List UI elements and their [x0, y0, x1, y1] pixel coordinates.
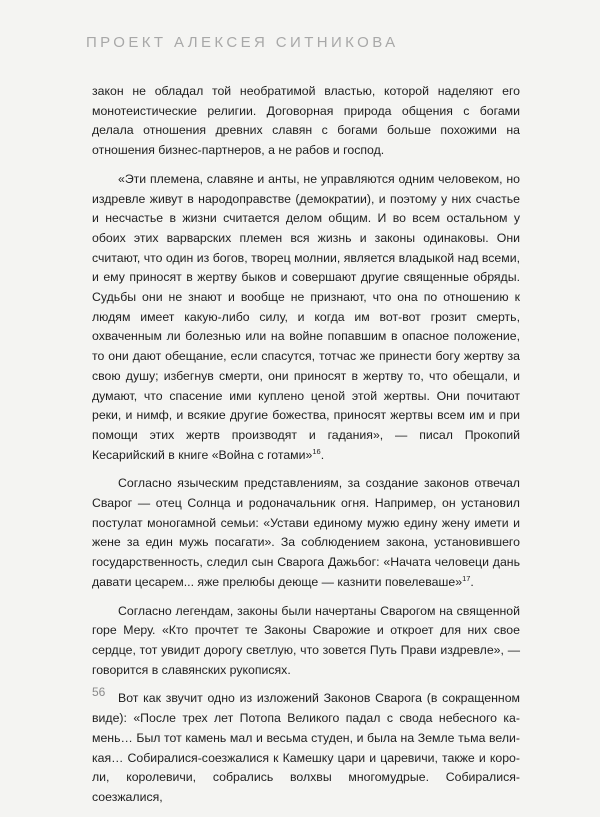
paragraph-2: «Эти племена, славяне и анты, не управляются одним человеком, но издревле живут в народоправстве (демократии), и поэтому у них счастье и несчастье в жизни считается делом общим. И во всем остальном у обоих этих варварских племен вся жизнь и законы одинаковы. Они считают, что один из богов, творец молнии, является владыкой над всеми, и ему приносят в жертву быков и совершают другие священные обряды. Судьбы они не знают и вообще не признают, что она по отношению к людям имеет какую-либо силу, и когда им вот-вот грозит смерть, охваченным ли болезнью или на войне попавшим в опасное положение, то они дают обещание, если спасутся, тотчас же принести богу жертву за свою душу; избегнув смерти, они приносят в жертву то, что обещали, и думают, что спасение ими куплено ценой этой жертвы. Они почитают реки, и нимф, и всякие другие божества, приносят жертвы всем им и при помощи этих жертв производят и гадания», — писал Прокопий Кесарийский в книге «Война с готами»$^{16}$. — [92, 171, 520, 462]
body-text — [92, 82, 520, 817]
footnote-ref-17[interactable]: 17 — [462, 573, 471, 583]
footnote-ref-16[interactable]: 16 — [312, 446, 321, 456]
paragraph-3: Согласно языческим представлениям, за создание законов отвечал Сварог — отец Солнца и родоначальник огня. Например, он установил постулат моногамной семьи: «Устави единому мужю едину жену имети и жене за един мужь посагати». За соблюдением закона, установившего государственность, следил сын Сварога Дажьбог: «Начата человеци дань давати цесарем... яже прелюбы деюще — казнити повелеваше»$^{17}$. — [92, 476, 520, 589]
page-number: 56 — [92, 685, 106, 699]
paragraph-4: Согласно легендам, законы были начертаны Сварогом на священной горе Меру. «Кто прочтет те Законы Сварожие и откроет для них свое сердце, тот увидит дорогу светлую, что зовется Путь Прави издревле», — говорится в славянских рукописях. — [92, 603, 520, 677]
running-header: ПРОЕКТ АЛЕКСЕЯ СИТНИКОВА — [86, 34, 399, 51]
paragraph-5: Вот как звучит одно из изложений Законов Сварога (в сокращенном виде): «После трех лет Потопа Великого падал с свода небесного камень… Был тот камень мал и весьма студен, и была на Земле тьма великая… Собиралися-соезжалися к Камешку цари и царевичи, также и короли, королевичи, собрались волхвы многомудрые. Собиралися-соезжалися, — [92, 691, 520, 804]
paragraph-1: закон не обладал той необратимой властью, которой наделяют его монотеистические религии. Договорная природа общения с богами делала отношения древних славян с богами больше похожими на отношения бизнес-партнеров, а не рабов и господ. — [92, 84, 520, 158]
